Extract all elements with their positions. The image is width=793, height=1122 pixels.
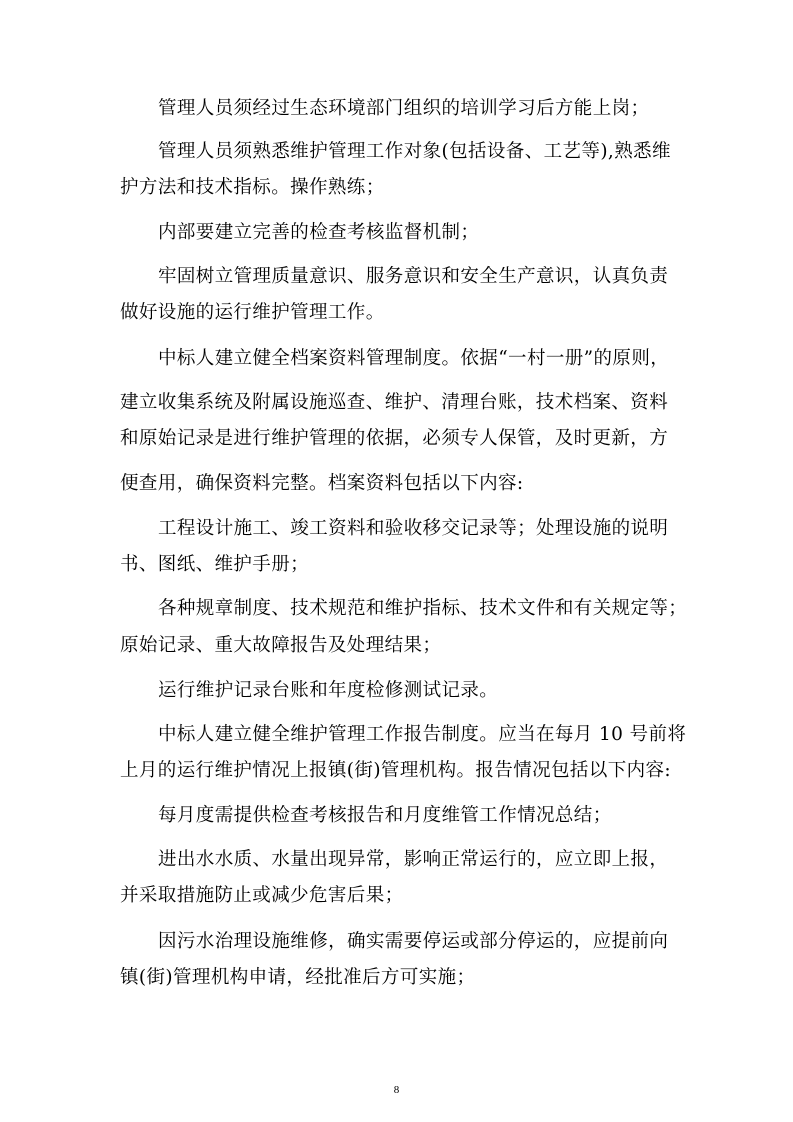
page-number: 8 (393, 1084, 400, 1096)
text-line-12: 书、图纸、维护手册； (120, 554, 310, 575)
text-line-14: 原始记录、重大故障报告及处理结果； (120, 635, 442, 656)
text-line-19: 进出水水质、水量出现异常，影响正常运行的，应立即上报， (158, 849, 669, 870)
text-line-18: 每月度需提供检查考核报告和月度维管工作情况总结； (158, 805, 612, 826)
text-line-21: 因污水治理设施维修，确实需要停运或部分停运的，应提前向 (158, 931, 669, 952)
text-line-1: 管理人员须经过生态环境部门组织的培训学习后方能上岗； (158, 98, 650, 119)
text-line-6: 做好设施的运行维护管理工作。 (120, 302, 385, 323)
text-line-3: 护方法和技术指标。操作熟练； (120, 177, 385, 198)
text-line-7: 中标人建立健全档案资料管理制度。依据“一村一册”的原则， (158, 348, 670, 369)
text-line-17: 上月的运行维护情况上报镇(街)管理机构。报告情况包括以下内容: (120, 760, 672, 781)
text-line-2: 管理人员须熟悉维护管理工作对象(包括设备、工艺等),熟悉维 (158, 141, 671, 162)
text-line-22: 镇(街)管理机构申请，经批准后方可实施； (120, 967, 476, 988)
text-line-13: 各种规章制度、技术规范和维护指标、技术文件和有关规定等； (158, 598, 688, 619)
text-line-20: 并采取措施防止或减少危害后果； (120, 885, 404, 906)
text-line-5: 牢固树立管理质量意识、服务意识和安全生产意识，认真负责 (158, 266, 669, 287)
text-line-9: 和原始记录是进行维护管理的依据，必须专人保管，及时更新，方 (120, 428, 669, 449)
text-line-16: 中标人建立健全维护管理工作报告制度。应当在每月 10 号前将 (158, 724, 687, 745)
text-line-4: 内部要建立完善的检查考核监督机制； (158, 222, 480, 243)
text-line-8: 建立收集系统及附属设施巡查、维护、清理台账，技术档案、资料 (120, 392, 669, 413)
text-line-10: 便查用，确保资料完整。档案资料包括以下内容: (120, 473, 524, 494)
text-line-15: 运行维护记录台账和年度检修测试记录。 (158, 680, 499, 701)
text-line-11: 工程设计施工、竣工资料和验收移交记录等；处理设施的说明 (158, 518, 669, 539)
